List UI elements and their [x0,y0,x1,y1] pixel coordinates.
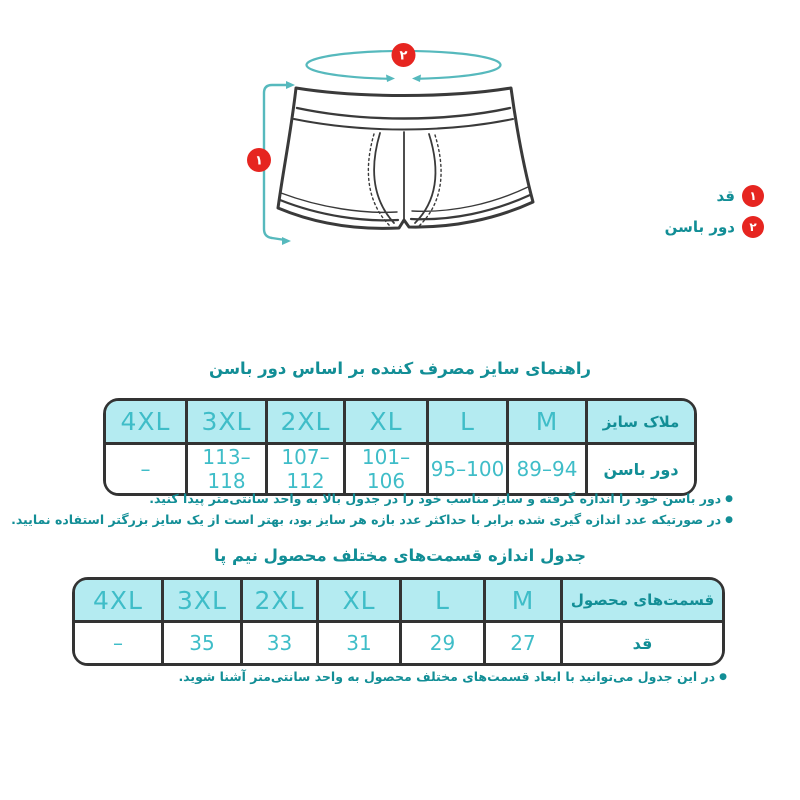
bracket-arrow-bottom [282,237,291,245]
size-col-header: XL [316,580,399,623]
bullet-icon: ● [719,672,727,682]
hip-range-cell: 107–112 [265,445,343,493]
product-table-notes [178,667,727,688]
legend-label-hip: دور باسن [664,218,735,236]
note-line [11,510,733,531]
measure-legend [665,185,764,238]
note-line [178,667,727,688]
ellipse-arrow-left [386,75,395,83]
length-row-label: قد [560,623,722,663]
legend-badge-2: ۲ [742,216,764,238]
boxer-outline [278,88,533,228]
legend-badge-1: ۱ [742,185,764,207]
hip-range-row [106,445,694,493]
note-text: دور باسن خود را اندازه گرفته و سایز مناسب خود را در جدول بالا به واحد سانتی‌متر پیدا کنید. [149,491,722,506]
hip-range-cell: 113–118 [185,445,265,493]
size-col-header: 3XL [161,580,240,623]
hip-row-label: دور باسن [585,445,694,493]
size-guide-header-row [106,401,694,445]
legend-item-hip [665,216,764,238]
legend-item-height [665,185,764,207]
product-parts-header: قسمت‌های محصول [560,580,722,623]
size-criteria-header: ملاک سایز [585,401,694,445]
hip-range-cell: 101–106 [343,445,426,493]
size-col-header: 2XL [265,401,343,445]
length-cell: – [75,623,161,663]
bullet-icon: ● [725,514,733,525]
size-col-header: XL [343,401,426,445]
length-cell: 33 [240,623,316,663]
hip-range-cell: 95–100 [426,445,506,493]
size-col-header: 4XL [75,580,161,623]
ellipse-arrow-right [412,75,421,83]
note-line [11,489,733,510]
size-guide-title: راهنمای سایز مصرف کننده بر اساس دور باسن [208,359,592,378]
size-guide-notes [11,489,733,530]
marker-2 [392,43,416,67]
product-table-title: جدول اندازه قسمت‌های مختلف محصول نیم پا [213,546,587,565]
svg-text:۱: ۱ [255,153,263,169]
size-col-header: 4XL [106,401,185,445]
svg-text:۲: ۲ [399,48,408,64]
size-col-header: L [399,580,483,623]
product-parts-table [72,577,725,666]
size-guide-table [103,398,697,496]
length-row [75,623,722,663]
length-cell: 29 [399,623,483,663]
note-text: در صورتیکه عدد اندازه گیری شده برابر با حداکثر عدد بازه هر سایز بود، بهتر است از یک سایز بزرگتر استفاده نمایید. [11,511,722,527]
bullet-icon: ● [725,494,733,504]
bracket-arrow-top [286,81,295,89]
note-text: در این جدول می‌توانید با ابعاد قسمت‌های مختلف محصول به واحد سانتی‌متر آشنا شوید. [178,669,716,684]
marker-1 [247,148,271,172]
hip-range-cell: 89–94 [506,445,585,493]
size-col-header: M [483,580,560,623]
size-col-header: 3XL [185,401,265,445]
length-cell: 31 [316,623,399,663]
hip-range-cell: – [106,445,185,493]
size-col-header: L [426,401,506,445]
boxer-shorts-illustration [238,40,548,252]
product-header-row [75,580,722,623]
size-col-header: M [506,401,585,445]
size-col-header: 2XL [240,580,316,623]
length-cell: 27 [483,623,560,663]
length-cell: 35 [161,623,240,663]
legend-label-height: قد [716,187,735,205]
